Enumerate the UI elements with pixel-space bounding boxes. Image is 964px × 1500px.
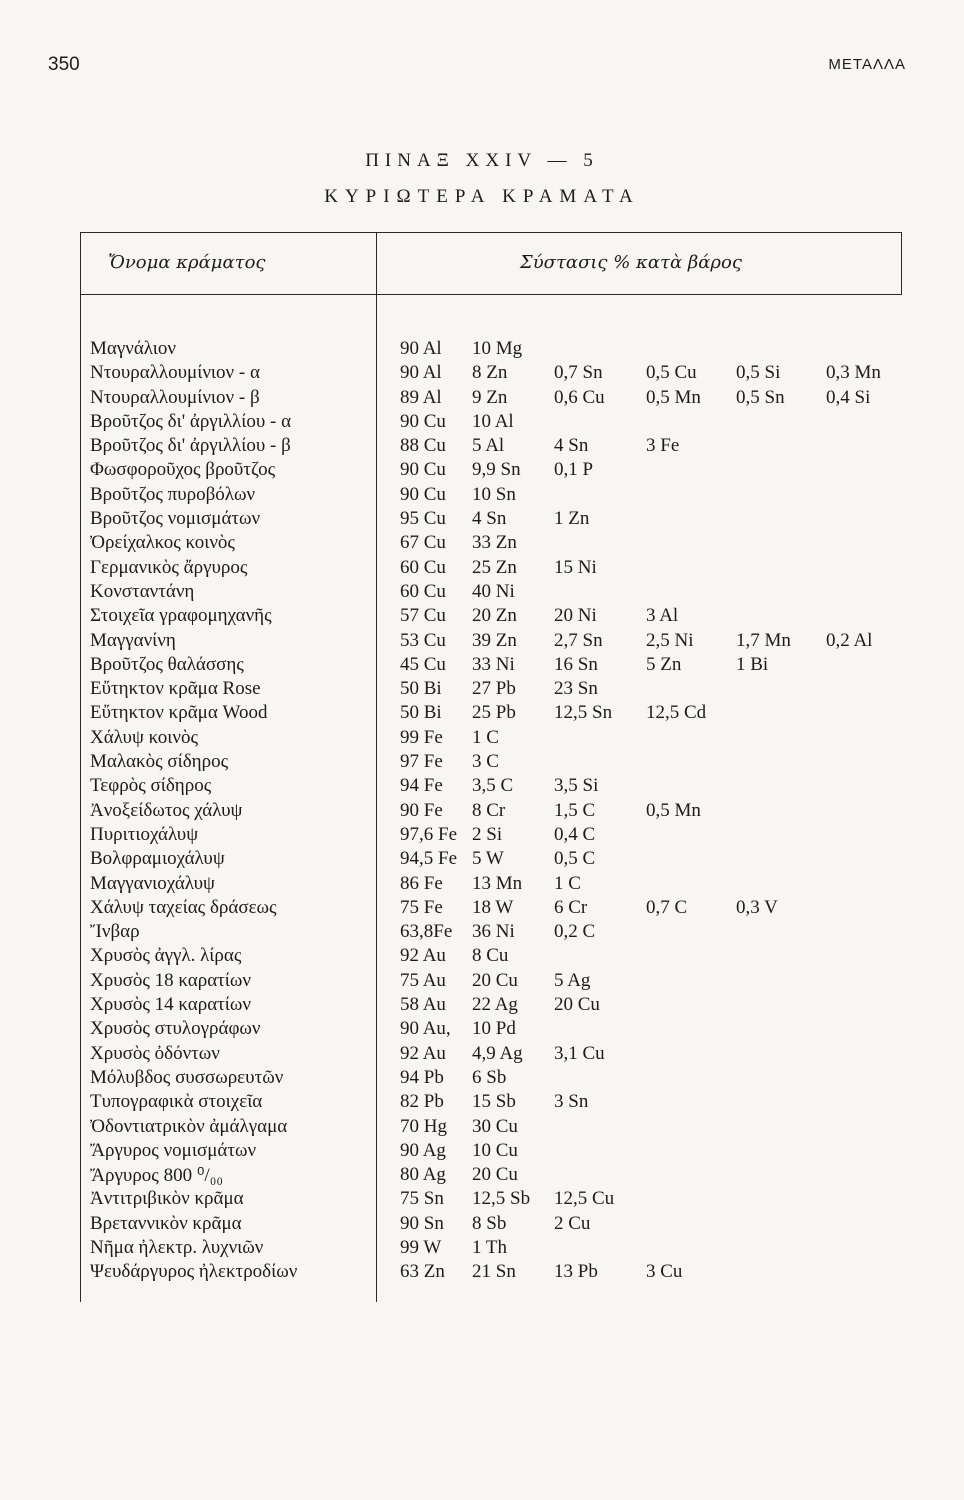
composition-part: 23 Sn (554, 678, 598, 700)
alloy-name: Νῆμα ἠλεκτρ. λυχνιῶν (90, 1236, 264, 1258)
table-row (80, 362, 920, 386)
alloy-name: Χρυσὸς ἀγγλ. λίρας (90, 945, 242, 967)
alloy-name: Μόλυβδος συσσωρευτῶν (90, 1066, 284, 1088)
composition-part: 4 Sn (554, 435, 589, 457)
table-row (80, 630, 920, 654)
composition-part: 50 Bi (400, 678, 442, 700)
alloy-name: Εὔτηκτον κρᾶμα Wood (90, 702, 268, 724)
table-row (80, 654, 920, 678)
alloy-name: Τυπογραφικὰ στοιχεῖα (90, 1091, 263, 1113)
alloy-name: Ψευδάργυρος ἠλεκτροδίων (90, 1261, 298, 1283)
composition-part: 0,7 Sn (554, 362, 603, 384)
composition-part: 63,8Fe (400, 921, 453, 943)
composition-part: 20 Cu (472, 969, 518, 991)
composition-part: 1 C (472, 726, 499, 748)
composition-part: 0,5 Mn (646, 386, 701, 408)
composition-part: 80 Ag (400, 1164, 446, 1186)
table-row (80, 848, 920, 872)
composition-part: 0,3 Mn (826, 362, 881, 384)
composition-part: 90 Sn (400, 1212, 444, 1234)
table-row (80, 435, 920, 459)
composition-part: 2,7 Sn (554, 629, 603, 651)
alloy-name: Βροῦτζος δι' ἀργιλλίου - β (90, 435, 291, 457)
composition-part: 97 Fe (400, 751, 443, 773)
composition-part: 0,1 P (554, 459, 594, 481)
composition-part: 1 Th (472, 1236, 508, 1258)
composition-part: 33 Ni (472, 653, 515, 675)
table-row (80, 1140, 920, 1164)
composition-part: 5 Ag (554, 969, 591, 991)
composition-part: 0,5 C (554, 848, 596, 870)
table-row (80, 994, 920, 1018)
composition-part: 20 Cu (472, 1164, 518, 1186)
table-row (80, 557, 920, 581)
composition-part: 99 Fe (400, 726, 443, 748)
composition-part: 45 Cu (400, 653, 446, 675)
composition-part: 10 Cu (472, 1139, 518, 1161)
composition-part: 0,4 Si (826, 386, 871, 408)
composition-part: 75 Au (400, 969, 446, 991)
table-row (80, 775, 920, 799)
table-title: ΠΙΝΑΞ XXIV — 5 (365, 150, 599, 171)
alloy-name: Βροῦτζος νομισμάτων (90, 508, 261, 530)
alloy-name: Κονσταντάνη (90, 580, 195, 602)
composition-part: 39 Zn (472, 629, 517, 651)
composition-part: 27 Pb (472, 678, 516, 700)
composition-part: 10 Sn (472, 483, 516, 505)
table-row (80, 702, 920, 726)
composition-part: 5 Zn (646, 653, 682, 675)
composition-part: 88 Cu (400, 435, 446, 457)
composition-part: 86 Fe (400, 872, 443, 894)
composition-part: 60 Cu (400, 580, 446, 602)
composition-part: 60 Cu (400, 556, 446, 578)
composition-part: 0,4 C (554, 823, 596, 845)
composition-part: 95 Cu (400, 508, 446, 530)
composition-part: 50 Bi (400, 702, 442, 724)
composition-part: 0,5 Mn (646, 799, 701, 821)
composition-part: 0,3 V (736, 896, 778, 918)
composition-part: 10 Mg (472, 338, 523, 359)
alloy-name: Φωσφοροῦχος βροῦτζος (90, 459, 276, 481)
composition-part: 8 Cu (472, 945, 509, 967)
composition-part: 22 Ag (472, 994, 518, 1016)
table-row (80, 970, 920, 994)
composition-part: 90 Cu (400, 459, 446, 481)
composition-part: 6 Sb (472, 1066, 507, 1088)
composition-part: 6 Cr (554, 896, 588, 918)
table-right-rule (901, 232, 902, 294)
table-row (80, 532, 920, 556)
composition-part: 1 C (554, 872, 581, 894)
composition-part: 12,5 Sb (472, 1188, 531, 1210)
composition-part: 5 Al (472, 435, 505, 457)
composition-part: 90 Al (400, 338, 442, 359)
composition-part: 5 W (472, 848, 504, 870)
table-row (80, 1213, 920, 1237)
composition-part: 3 Fe (646, 435, 680, 457)
alloy-name: Ντουραλλουμίνιον - α (90, 362, 260, 384)
table-row (80, 1188, 920, 1212)
composition-part: 82 Pb (400, 1091, 444, 1113)
composition-part: 40 Ni (472, 580, 515, 602)
alloy-name: Μαγνάλιον (90, 338, 176, 359)
table-subtitle: ΚΥΡΙΩΤΕΡΑ ΚΡΑΜΑΤΑ (324, 186, 640, 207)
alloy-name: Ὀρείχαλκος κοινὸς (90, 532, 235, 554)
column-header-composition: Σύστασις % κατὰ βάρος (520, 252, 742, 273)
composition-part: 90 Cu (400, 483, 446, 505)
alloy-name: Βροῦτζος δι' ἀργιλλίου - α (90, 410, 292, 432)
composition-part: 75 Sn (400, 1188, 444, 1210)
composition-part: 58 Au (400, 994, 446, 1016)
composition-part: 12,5 Sn (554, 702, 613, 724)
composition-part: 25 Zn (472, 556, 517, 578)
composition-part: 4 Sn (472, 508, 507, 530)
alloy-name: Πυριτιοχάλυψ (90, 823, 199, 845)
composition-part: 70 Hg (400, 1115, 447, 1137)
composition-part: 9 Zn (472, 386, 508, 408)
composition-part: 1 Zn (554, 508, 590, 530)
composition-part: 12,5 Cd (646, 702, 707, 724)
composition-part: 36 Ni (472, 921, 515, 943)
composition-part: 57 Cu (400, 605, 446, 627)
alloys-table (80, 232, 902, 1302)
alloy-name: Βρεταννικὸν κρᾶμα (90, 1212, 242, 1234)
alloy-name: Ἄργυρος 800 ⁰/₀₀ (90, 1165, 223, 1187)
composition-part: 90 Fe (400, 799, 443, 821)
composition-part: 1,5 C (554, 799, 596, 821)
table-row (80, 897, 920, 921)
table-row (80, 945, 920, 969)
alloy-name: Χρυσὸς ὀδόντων (90, 1042, 220, 1064)
alloy-name: Ντουραλλουμίνιον - β (90, 386, 260, 408)
composition-part: 0,6 Cu (554, 386, 605, 408)
composition-part: 94 Pb (400, 1066, 444, 1088)
alloy-name: Ἀνοξείδωτος χάλυψ (90, 799, 243, 821)
composition-part: 2 Si (472, 823, 503, 845)
composition-part: 90 Ag (400, 1139, 446, 1161)
composition-part: 3,5 C (472, 775, 514, 797)
composition-part: 10 Al (472, 410, 514, 432)
table-body (80, 338, 920, 1286)
table-row (80, 1164, 920, 1188)
composition-part: 97,6 Fe (400, 823, 457, 845)
composition-part: 13 Pb (554, 1261, 598, 1283)
column-header-name: Ὄνομα κράματος (108, 252, 266, 273)
composition-part: 3,1 Cu (554, 1042, 605, 1064)
composition-part: 0,2 C (554, 921, 596, 943)
alloy-name: Μαγγανιοχάλυψ (90, 872, 215, 894)
composition-part: 0,5 Cu (646, 362, 697, 384)
composition-part: 99 W (400, 1236, 442, 1258)
alloy-name: Ἀντιτριβικὸν κρᾶμα (90, 1188, 244, 1210)
composition-part: 3 Al (646, 605, 679, 627)
composition-part: 30 Cu (472, 1115, 518, 1137)
table-row (80, 1067, 920, 1091)
composition-part: 0,7 C (646, 896, 688, 918)
table-row (80, 1116, 920, 1140)
composition-part: 75 Fe (400, 896, 443, 918)
table-row (80, 873, 920, 897)
table-row (80, 581, 920, 605)
composition-part: 15 Ni (554, 556, 597, 578)
alloy-name: Βολφραμιοχάλυψ (90, 848, 225, 870)
alloy-name: Ὀδοντιατρικὸν ἀμάλγαμα (90, 1115, 288, 1137)
table-top-rule (80, 232, 902, 233)
composition-part: 0,5 Sn (736, 386, 785, 408)
table-row (80, 921, 920, 945)
alloy-name: Εὔτηκτον κρᾶμα Rose (90, 678, 261, 700)
composition-part: 20 Ni (554, 605, 597, 627)
alloy-name: Βροῦτζος θαλάσσης (90, 653, 244, 675)
composition-part: 94,5 Fe (400, 848, 457, 870)
composition-part: 25 Pb (472, 702, 516, 724)
alloy-name: Στοιχεῖα γραφομηχανῆς (90, 605, 272, 627)
table-row (80, 484, 920, 508)
table-row (80, 605, 920, 629)
composition-part: 3 Sn (554, 1091, 589, 1113)
composition-part: 8 Sb (472, 1212, 507, 1234)
composition-part: 90 Cu (400, 410, 446, 432)
composition-part: 4,9 Ag (472, 1042, 523, 1064)
composition-part: 2 Cu (554, 1212, 591, 1234)
composition-part: 0,2 Al (826, 629, 873, 651)
composition-part: 20 Zn (472, 605, 517, 627)
composition-part: 1,7 Mn (736, 629, 791, 651)
table-row (80, 338, 920, 362)
table-row (80, 751, 920, 775)
table-row (80, 678, 920, 702)
composition-part: 16 Sn (554, 653, 598, 675)
alloy-name: Μαγγανίνη (90, 629, 176, 651)
table-header-rule (80, 294, 902, 295)
table-row (80, 1261, 920, 1285)
composition-part: 21 Sn (472, 1261, 516, 1283)
composition-part: 1 Bi (736, 653, 769, 675)
alloy-name: Ἄργυρος νομισμάτων (90, 1139, 257, 1161)
composition-part: 3 C (472, 751, 499, 773)
table-row (80, 1043, 920, 1067)
composition-part: 94 Fe (400, 775, 443, 797)
composition-part: 8 Cr (472, 799, 506, 821)
composition-part: 33 Zn (472, 532, 517, 554)
alloy-name: Βροῦτζος πυροβόλων (90, 483, 256, 505)
table-row (80, 1091, 920, 1115)
table-row (80, 1237, 920, 1261)
alloy-name: Χρυσὸς στυλογράφων (90, 1018, 261, 1040)
table-row (80, 824, 920, 848)
table-row (80, 459, 920, 483)
table-row (80, 508, 920, 532)
alloy-name: Χρυσὸς 14 καρατίων (90, 994, 252, 1016)
alloy-name: Τεφρὸς σίδηρος (90, 775, 212, 797)
composition-part: 2,5 Ni (646, 629, 694, 651)
composition-part: 63 Zn (400, 1261, 445, 1283)
composition-part: 90 Au, (400, 1018, 451, 1040)
alloy-name: Χάλυψ ταχείας δράσεως (90, 896, 277, 918)
composition-part: 10 Pd (472, 1018, 516, 1040)
composition-part: 12,5 Cu (554, 1188, 615, 1210)
alloy-name: Ἴνβαρ (90, 921, 140, 943)
table-row (80, 800, 920, 824)
composition-part: 92 Au (400, 945, 446, 967)
composition-part: 3,5 Si (554, 775, 599, 797)
composition-part: 53 Cu (400, 629, 446, 651)
composition-part: 89 Al (400, 386, 442, 408)
page-number: 350 (48, 54, 80, 75)
alloy-name: Χρυσὸς 18 καρατίων (90, 969, 252, 991)
composition-part: 9,9 Sn (472, 459, 521, 481)
composition-part: 0,5 Si (736, 362, 781, 384)
composition-part: 18 W (472, 896, 514, 918)
composition-part: 8 Zn (472, 362, 508, 384)
table-row (80, 411, 920, 435)
composition-part: 92 Au (400, 1042, 446, 1064)
composition-part: 13 Mn (472, 872, 523, 894)
composition-part: 90 Al (400, 362, 442, 384)
composition-part: 15 Sb (472, 1091, 516, 1113)
composition-part: 20 Cu (554, 994, 600, 1016)
composition-part: 3 Cu (646, 1261, 683, 1283)
alloy-name: Γερμανικὸς ἄργυρος (90, 556, 248, 578)
alloy-name: Μαλακὸς σίδηρος (90, 751, 229, 773)
running-title: ΜΕΤΑΛΛΑ (828, 56, 906, 73)
table-row (80, 727, 920, 751)
composition-part: 67 Cu (400, 532, 446, 554)
alloy-name: Χάλυψ κοινὸς (90, 726, 198, 748)
table-row (80, 387, 920, 411)
table-row (80, 1018, 920, 1042)
